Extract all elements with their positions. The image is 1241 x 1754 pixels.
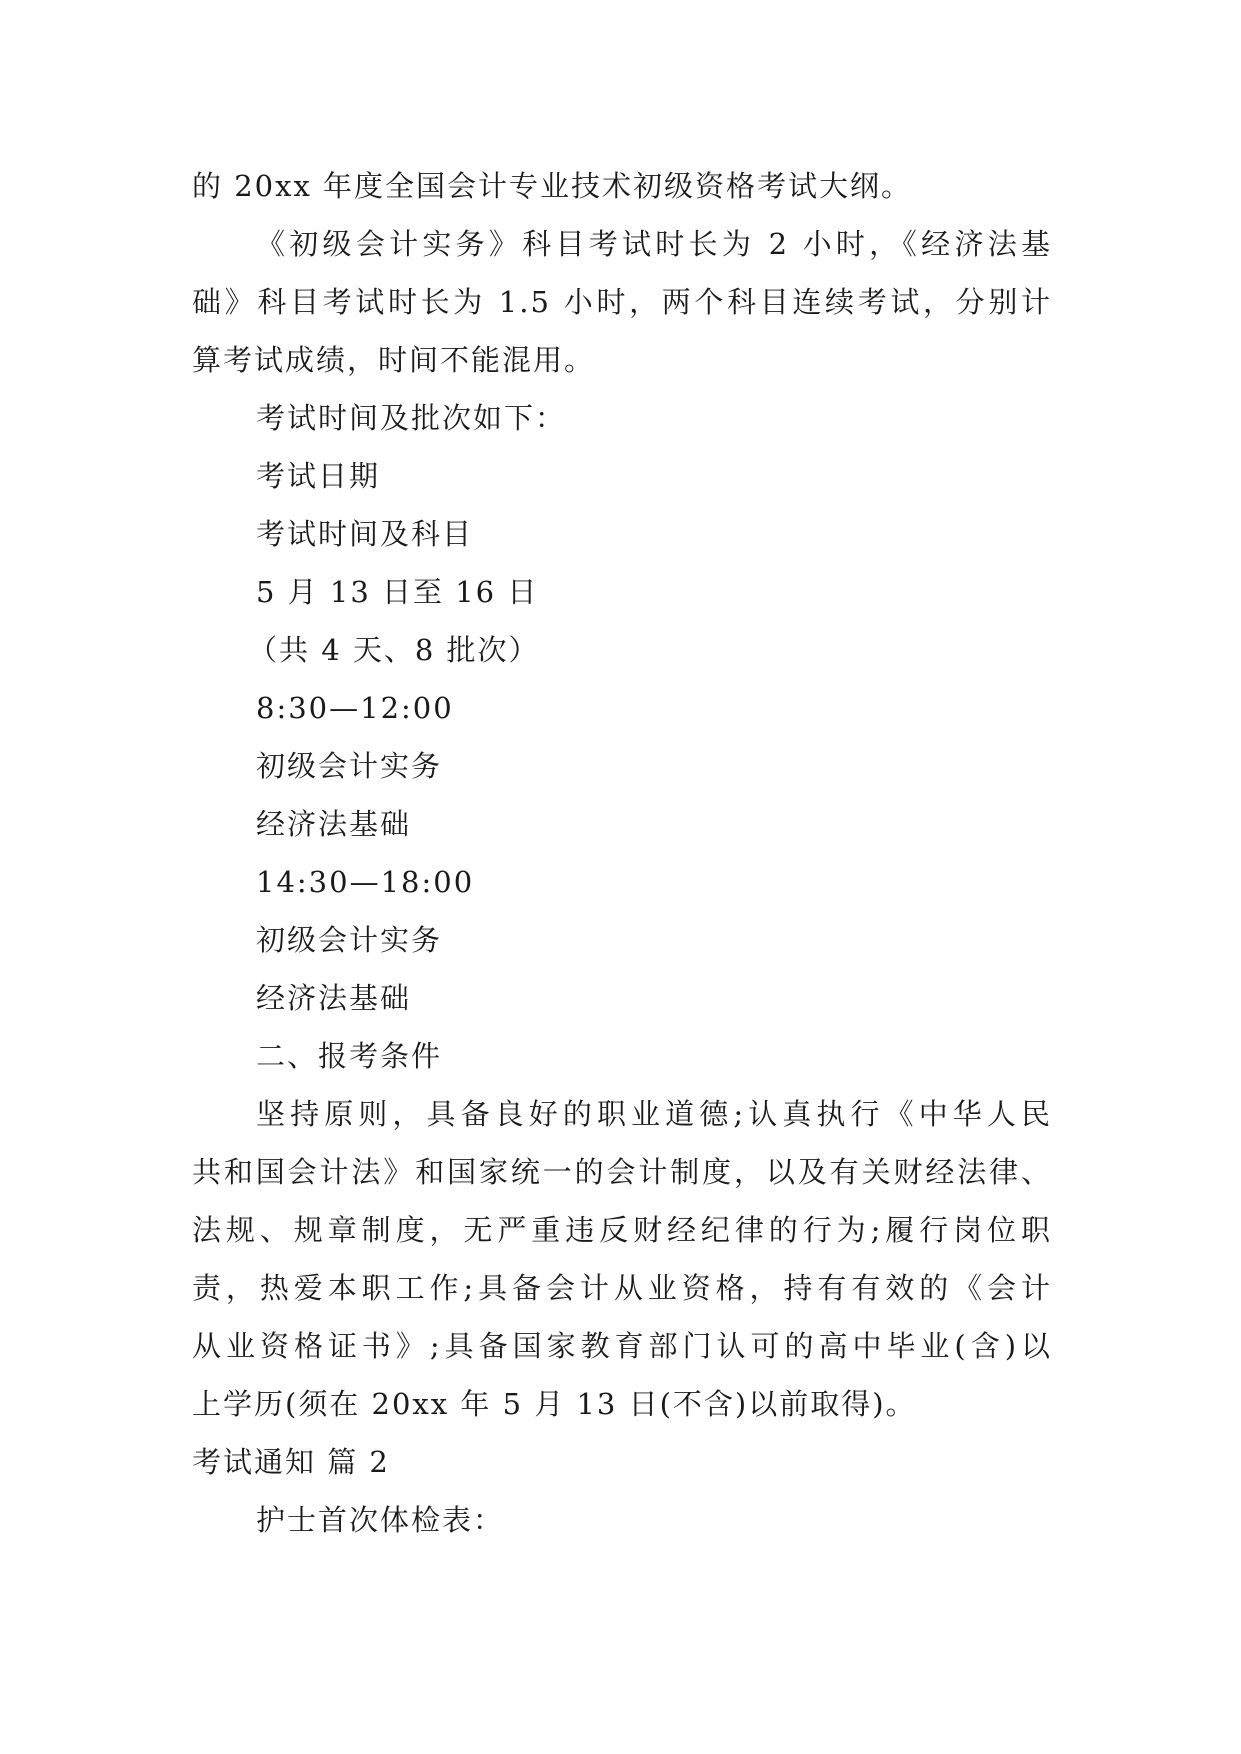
text-line: 初级会计实务 bbox=[256, 923, 443, 957]
text-line: 《初级会计实务》科目考试时长为 2 小时，《经济法基 bbox=[256, 227, 1052, 261]
text-line: 考试时间及科目 bbox=[256, 517, 474, 551]
text-line: 上学历(须在 20xx 年 5 月 13 日(不含)以前取得)。 bbox=[192, 1387, 917, 1421]
text-line: 算考试成绩，时间不能混用。 bbox=[192, 343, 596, 377]
text-line: 责，热爱本职工作;具备会计从业资格，持有有效的《会计 bbox=[192, 1271, 1052, 1305]
text-line: 础》科目考试时长为 1.5 小时，两个科目连续考试，分别计 bbox=[192, 285, 1052, 319]
text-line: 经济法基础 bbox=[256, 807, 412, 841]
section-title: 考试通知 篇 2 bbox=[192, 1445, 390, 1479]
text-line: 考试日期 bbox=[256, 459, 381, 493]
text-line: 法规、规章制度，无严重违反财经纪律的行为;履行岗位职 bbox=[192, 1213, 1052, 1247]
text-line: 8:30—12:00 bbox=[256, 691, 454, 725]
text-line: 5 月 13 日至 16 日 bbox=[256, 575, 539, 609]
text-line: 护士首次体检表： bbox=[256, 1503, 505, 1537]
text-line: 从业资格证书》;具备国家教育部门认可的高中毕业(含)以 bbox=[192, 1329, 1052, 1363]
text-line: 共和国会计法》和国家统一的会计制度，以及有关财经法律、 bbox=[192, 1155, 1052, 1189]
text-line: 14:30—18:00 bbox=[256, 865, 475, 899]
section-heading: 二、报考条件 bbox=[256, 1039, 443, 1073]
text-line: 的 20xx 年度全国会计专业技术初级资格考试大纲。 bbox=[192, 169, 913, 203]
text-line: （共 4 天、8 批次） bbox=[248, 633, 540, 667]
text-line: 经济法基础 bbox=[256, 981, 412, 1015]
text-line: 考试时间及批次如下： bbox=[256, 401, 567, 435]
text-line: 初级会计实务 bbox=[256, 749, 443, 783]
text-line: 坚持原则，具备良好的职业道德;认真执行《中华人民 bbox=[256, 1097, 1052, 1131]
